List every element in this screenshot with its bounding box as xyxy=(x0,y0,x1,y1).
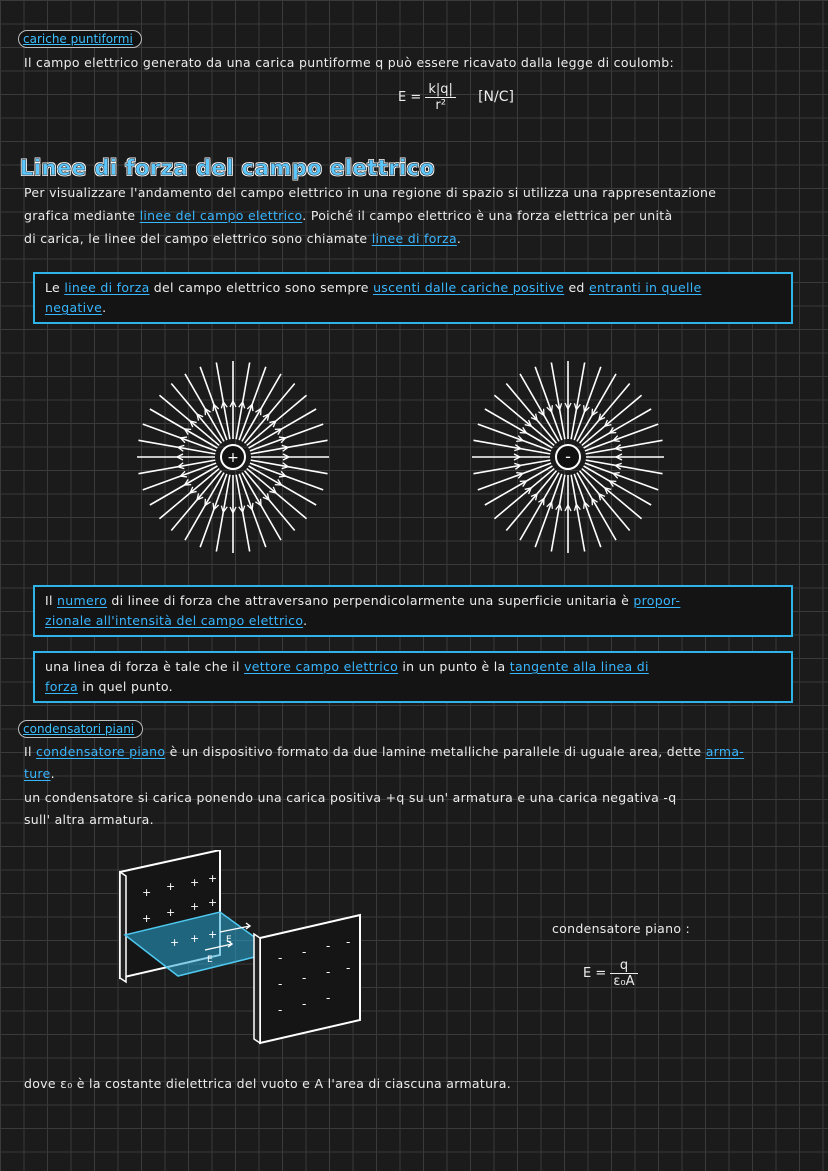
paragraph-line-3 xyxy=(24,231,461,246)
footer-note: dove ε₀ è la costante dielettrica del vuoto e A l'area di ciascuna armatura. xyxy=(24,1076,511,1091)
definition-box-density xyxy=(33,585,793,637)
formula-denominator: r² xyxy=(435,98,446,113)
paragraph-line-1: Per visualizzare l'andamento del campo elettrico in una regione di spazio si utilizza una rappresentazione xyxy=(24,185,717,200)
cap-l1-highlight-condensatore: condensatore piano xyxy=(36,744,166,759)
cap-formula-numerator: q xyxy=(610,958,637,974)
coulomb-intro-text: Il campo elettrico generato da una carica puntiforme q può essere ricavato dalla legge di coulomb: xyxy=(24,55,674,70)
plus-charge: + xyxy=(166,880,176,893)
minus-charge: - xyxy=(278,951,283,965)
minus-charge: - xyxy=(326,939,331,953)
box1-text-h: . xyxy=(102,300,107,315)
cap-formula-lhs: E = xyxy=(583,966,607,981)
formula-unit: [N/C] xyxy=(478,89,514,105)
cap-formula-fraction xyxy=(610,958,637,989)
minus-charge: - xyxy=(278,1003,283,1017)
paragraph-line-2 xyxy=(24,208,672,223)
p3-text-c: . xyxy=(456,231,462,246)
minus-charge: - xyxy=(302,945,307,959)
minus-charge: - xyxy=(278,977,283,991)
cap-l2-dot: . xyxy=(50,766,55,781)
minus-charge: - xyxy=(302,971,307,985)
definition-box-tangent xyxy=(33,651,793,703)
capacitor-diagram xyxy=(100,850,390,1055)
box1-text-a: Le xyxy=(45,280,65,295)
minus-charge: - xyxy=(326,965,331,979)
minus-charge: - xyxy=(346,935,351,949)
coulomb-formula xyxy=(398,82,514,113)
e-vector-label: E xyxy=(207,955,213,965)
minus-charge: - xyxy=(326,991,331,1005)
cap-l1-highlight-arma: arma- xyxy=(705,744,745,759)
section-tag-cariche-puntiformi: cariche puntiformi xyxy=(18,30,142,48)
plus-charge: + xyxy=(190,932,200,945)
section-tag-condensatori-piani: condensatori piani xyxy=(18,720,143,738)
box2-highlight-propor: propor- xyxy=(633,593,681,608)
minus-charge: - xyxy=(302,997,307,1011)
cap-l1-a: Il xyxy=(24,744,37,759)
plus-charge: + xyxy=(190,876,200,889)
e-vector-label: E xyxy=(226,935,232,945)
box1-highlight-negative: negative xyxy=(45,300,103,315)
plus-charge: + xyxy=(166,906,176,919)
right-plate xyxy=(260,915,360,1043)
cap-formula-denominator: ε₀A xyxy=(613,974,635,989)
negative-charge-symbol: - xyxy=(565,447,571,466)
formula-fraction xyxy=(425,82,456,113)
box1-text-c: del campo elettrico sono sempre xyxy=(149,280,374,295)
cap-l2-highlight-ture: ture xyxy=(24,766,51,781)
formula-lhs: E = xyxy=(398,90,422,105)
box1-highlight-entranti: entranti in quelle xyxy=(588,280,702,295)
right-plate-edge xyxy=(254,934,260,1043)
section-title-linee-di-forza: Linee di forza del campo elettrico xyxy=(20,156,435,180)
left-plate-edge xyxy=(120,872,126,982)
plus-charge: + xyxy=(208,928,218,941)
p3-highlight-linee-forza: linee di forza xyxy=(371,231,457,246)
cap-l1-c: è un dispositivo formato da due lamine metalliche parallele di uguale area, dette xyxy=(165,744,706,759)
capacitor-line-3: un condensatore si carica ponendo una carica positiva +q su un' armatura e una carica negativa -q xyxy=(24,790,677,805)
box2-highlight-zionale: zionale all'intensità del campo elettrico xyxy=(45,613,304,628)
box2-text-c: di linee di forza che attraversano perpendicolarmente una superficie unitaria è xyxy=(107,593,634,608)
field-lines-diagrams xyxy=(0,340,828,570)
definition-box-directions xyxy=(33,272,793,324)
box3-highlight-tangente: tangente alla linea di xyxy=(509,659,649,674)
plus-charge: + xyxy=(208,872,218,885)
formula-numerator: k|q| xyxy=(425,82,456,98)
box2-text-f: . xyxy=(303,613,308,628)
capacitor-line-1 xyxy=(24,744,744,759)
plus-charge: + xyxy=(142,912,152,925)
plus-charge: + xyxy=(142,886,152,899)
plus-charge: + xyxy=(208,896,218,909)
capacitor-line-4: sull' altra armatura. xyxy=(24,812,154,827)
box2-highlight-numero: numero xyxy=(57,593,108,608)
capacitor-formula xyxy=(583,958,638,989)
box3-text-a: una linea di forza è tale che il xyxy=(45,659,245,674)
p3-text-a: di carica, le linee del campo elettrico sono chiamate xyxy=(24,231,372,246)
plus-charge: + xyxy=(170,936,180,949)
box3-text-f: in quel punto. xyxy=(77,679,173,694)
p2-highlight-linee-campo: linee del campo elettrico xyxy=(139,208,303,223)
capacitor-caption: condensatore piano : xyxy=(552,921,691,936)
p2-text-c: . Poiché il campo elettrico è una forza elettrica per unità xyxy=(302,208,673,223)
plus-charge: + xyxy=(190,900,200,913)
capacitor-line-2 xyxy=(24,766,55,781)
box1-highlight-uscenti: uscenti dalle cariche positive xyxy=(373,280,565,295)
box3-highlight-forza: forza xyxy=(45,679,78,694)
box3-text-c: in un punto è la xyxy=(398,659,510,674)
minus-charge: - xyxy=(346,961,351,975)
p2-text-a: grafica mediante xyxy=(24,208,140,223)
box3-highlight-vettore: vettore campo elettrico xyxy=(244,659,399,674)
box2-text-a: Il xyxy=(45,593,58,608)
box1-text-e: ed xyxy=(564,280,589,295)
box1-highlight-linee: linee di forza xyxy=(64,280,150,295)
positive-charge-symbol: + xyxy=(227,450,239,466)
